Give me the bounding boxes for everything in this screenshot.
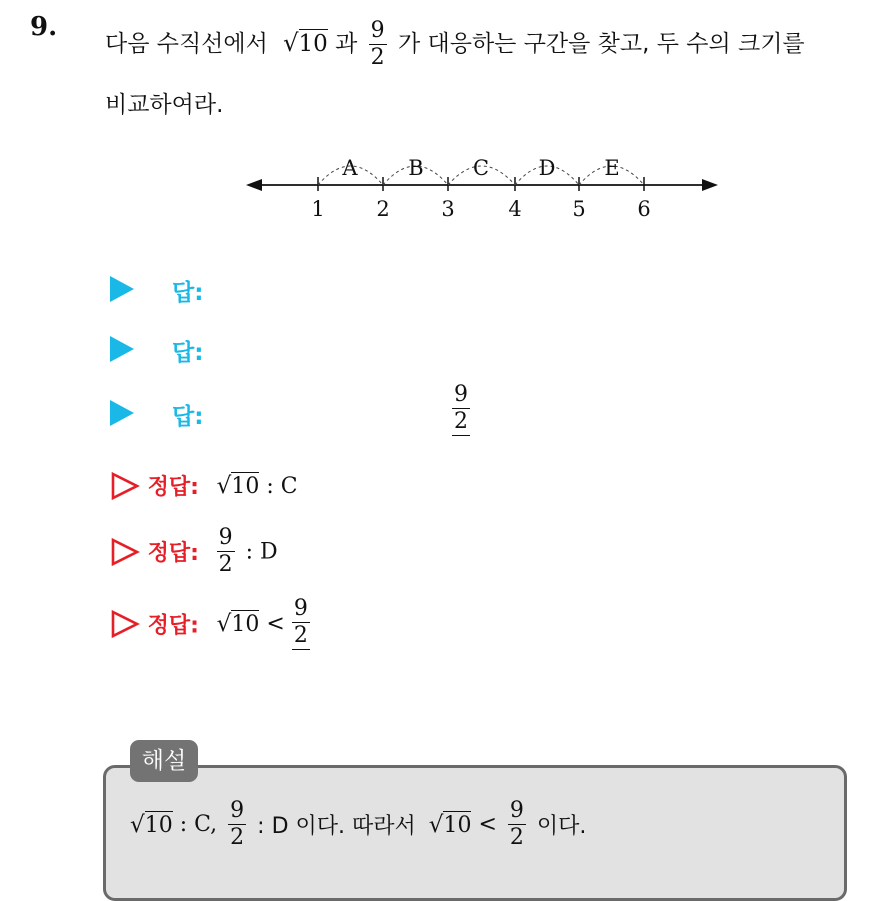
- correct-label: 정답:: [147, 541, 199, 566]
- correct-value-1: [217, 474, 298, 499]
- fraction-numerator: 9: [370, 18, 385, 43]
- explanation-text: [130, 800, 586, 849]
- tick-label: 1: [311, 197, 325, 221]
- interval-label: D: [538, 156, 556, 180]
- fraction-denominator: 2: [509, 825, 524, 850]
- play-arrow-icon: [110, 400, 134, 426]
- interval-label: E: [604, 156, 620, 180]
- tick-label: 4: [508, 197, 522, 221]
- fraction-denominator: 2: [454, 409, 468, 434]
- fraction-numerator: 9: [509, 798, 524, 823]
- correct-label: 정답:: [147, 613, 199, 639]
- sqrt-ten: √10: [130, 811, 173, 838]
- sqrt-ten: √10: [283, 29, 328, 57]
- fraction-denominator: 2: [370, 45, 385, 70]
- explanation-part-b: : D 이다. 따라서: [257, 814, 416, 839]
- question-text-c: 가 대응하는 구간을 찾고, 두 수의 크기를: [397, 31, 805, 57]
- correct-row-3: [110, 598, 314, 650]
- interval-label: A: [342, 156, 358, 180]
- correct-value-text: : C: [266, 473, 298, 499]
- interval-label: C: [472, 156, 490, 180]
- question-text-b: 과: [335, 31, 358, 57]
- correct-label: 정답:: [147, 475, 199, 500]
- hollow-triangle-icon: [110, 471, 140, 501]
- sqrt-radicand: 10: [298, 31, 328, 57]
- fraction-numerator: 9: [454, 382, 468, 407]
- answer-3-fraction: [452, 384, 470, 436]
- fraction-nine-halves: [228, 800, 246, 849]
- play-arrow-icon: [110, 336, 134, 362]
- left-arrow-icon: [246, 179, 262, 191]
- answer-label: 답:: [172, 280, 204, 306]
- sqrt-ten: √10: [428, 811, 472, 838]
- fraction-numerator: 9: [218, 525, 233, 550]
- answer-label: 답:: [172, 404, 204, 430]
- tick-label: 2: [376, 197, 390, 221]
- fraction-nine-halves: [217, 527, 235, 576]
- fraction-denominator: 2: [218, 552, 233, 577]
- fraction-denominator: 2: [293, 623, 308, 648]
- sqrt-radicand: 10: [443, 812, 472, 838]
- sqrt-radicand: 10: [231, 612, 260, 637]
- sqrt-radicand: 10: [144, 812, 173, 838]
- less-than-sign: <: [266, 611, 285, 637]
- tick-label: 3: [441, 197, 455, 221]
- number-line: [240, 148, 730, 228]
- question-number: 9.: [30, 12, 58, 42]
- fraction-denominator: 2: [230, 825, 245, 850]
- answer-label: 답:: [172, 340, 204, 366]
- sqrt-ten: √10: [216, 611, 260, 637]
- fraction-numerator: 9: [293, 596, 308, 621]
- play-arrow-icon: [110, 276, 134, 302]
- explanation-part-a: : C,: [179, 812, 218, 837]
- hollow-triangle-icon: [110, 609, 140, 639]
- correct-value-text: : D: [245, 539, 278, 564]
- less-than-sign: <: [478, 812, 497, 837]
- fraction-numerator: 9: [230, 798, 245, 823]
- correct-value-3: [216, 596, 314, 648]
- fraction-nine-halves: [369, 20, 387, 69]
- question-text-a: 다음 수직선에서: [105, 31, 268, 57]
- tick-label: 6: [637, 197, 651, 221]
- hollow-triangle-icon: [110, 537, 140, 567]
- question-text-line-1: [105, 20, 805, 69]
- correct-row-2: [110, 527, 278, 576]
- explanation-part-c: 이다.: [536, 814, 587, 839]
- question-text-line-2: 비교하여라.: [105, 92, 224, 118]
- tick-label: 5: [572, 197, 586, 221]
- correct-value-2: [213, 525, 278, 577]
- explanation-tag: 해설: [130, 740, 198, 782]
- sqrt-ten: √10: [216, 472, 260, 499]
- right-arrow-icon: [702, 179, 718, 191]
- sqrt-radicand: 10: [231, 473, 260, 499]
- fraction-nine-halves: [508, 800, 526, 849]
- correct-row-1: [110, 470, 298, 501]
- fraction-nine-halves: [292, 598, 310, 650]
- interval-label: B: [408, 156, 424, 180]
